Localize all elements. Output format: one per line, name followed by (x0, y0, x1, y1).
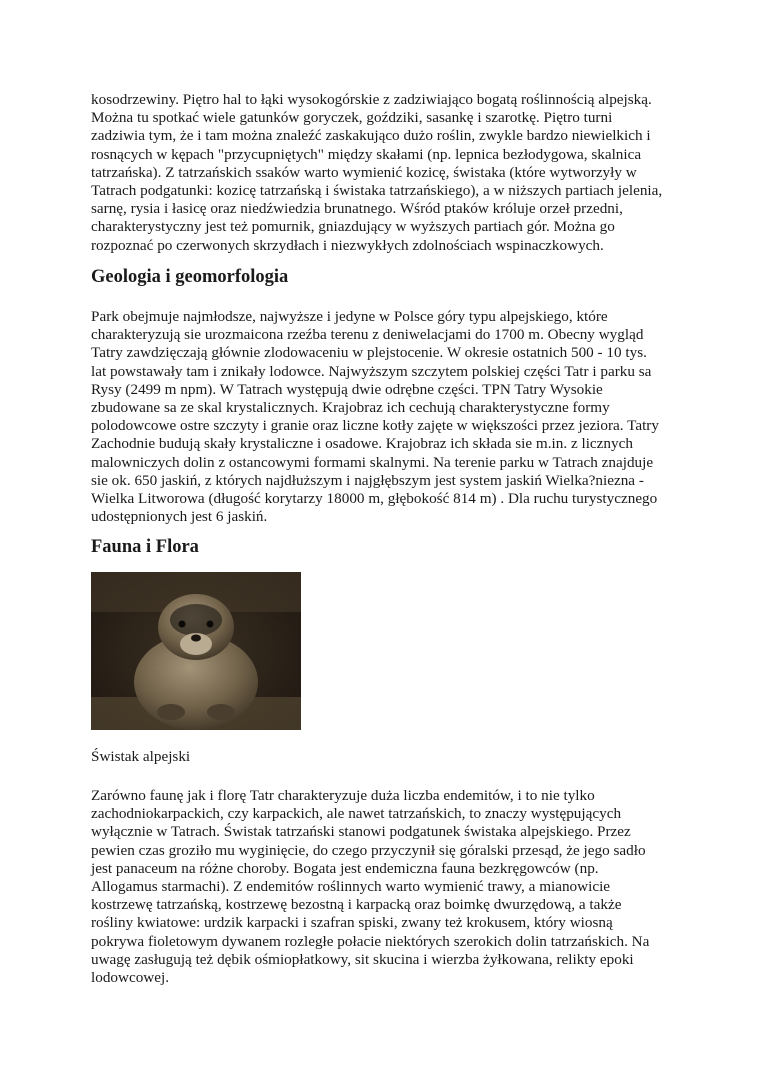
heading-geology: Geologia i geomorfologia (91, 267, 289, 287)
text-line: Tatrach podgatunki: kozicę tatrzańską i świstaka tatrzańskiego), a w niższych partiach jelenia, (91, 182, 663, 200)
text-line: wyłącznie w Tatrach. Świstak tatrzański stanowi podgatunek świstaka alpejskiego. Przez (91, 823, 631, 841)
text-line: rosnących w kępach "przycupniętych" między skałami (np. lepnica bezłodygowa, skalnica (91, 145, 642, 163)
text-line: sie ok. 650 jaskiń, z których najdłuższym i najgłębszym jest system jaskiń Wielka?niezna - (91, 471, 644, 489)
text-line: Allogamus starmachi). Z endemitów roślinnych warto wymienić trawy, a mianowicie (91, 878, 611, 896)
text-line: pewien czas groziło mu wyginięcie, do czego przyczynił się góralski przesąd, że jego sadło (91, 841, 646, 859)
text-line: zachodniokarpackich, czy karpackich, ale nawet tatrzańskich, to znaczy występujących (91, 805, 622, 823)
text-line: kosodrzewiny. Piętro hal to łąki wysokogórskie z zadziwiająco bogatą roślinnością alpejską. (91, 91, 652, 108)
text-line: zbudowane sa ze skal krystalicznych. Krajobraz ich cechują charakterystyczne formy (91, 399, 610, 417)
paragraph-geology (91, 308, 659, 526)
paragraph-endemics (91, 787, 649, 987)
text-line: charakteryzują sie urozmaicona rzeźba terenu z deniwelacjami do 1700 m. Obecny wygląd (91, 326, 644, 344)
text-line: Wielka Litworowa (długość korytarzy 18000 m, głębokość 814 m) . Dla ruchu turystycznego (91, 490, 658, 508)
text-line: Można tu spotkać wiele gatunków goryczek, goździki, sasankę i szarotkę. Piętro turni (91, 109, 613, 127)
text-line: Zarówno faunę jak i florę Tatr charakteryzuje duża liczba endemitów, i to nie tylko (91, 787, 595, 804)
text-line: malowniczych dolin z ostancowymi formami skalnymi. Na terenie parku w Tatrach znajduje (91, 453, 654, 471)
text-line: lat powstawały tam i znikały lodowce. Najwyższym szczytem polskiej części Tatr i parku sa (91, 362, 652, 380)
text-line: pokrywa fioletowym dywanem rozległe połacie niektórych szerokich dolin tatrzańskich. Na (91, 932, 650, 950)
text-line: rośliny kwiatowe: urdzik karpacki i szafran spiski, zwany też krokusem, który wiosną (91, 914, 613, 932)
text-line: charakterystyczny jest też pomurnik, gniazdujący w wyższych partiach gór. Można go (91, 218, 615, 236)
text-line: Rysy (2499 m npm). W Tatrach występują dwie odrębne części. TPN Tatry Wysokie (91, 380, 603, 398)
heading-fauna-flora: Fauna i Flora (91, 537, 199, 557)
text-line: kostrzewę tatrzańską, kostrzewę bezostną i karpacką oraz boimkę dwurzędową, a także (91, 896, 622, 914)
marmot-photo (91, 572, 301, 730)
text-line: Zachodnie budują skały krystaliczne i osadowe. Krajobraz ich składa sie m.in. z licznych (91, 435, 633, 453)
text-line: rozpoznać po czerwonych skrzydłach i niezwykłych zdolnościach wspinaczkowych. (91, 236, 604, 254)
photo-caption: Świstak alpejski (91, 748, 191, 765)
text-line: lodowcowej. (91, 969, 170, 987)
text-line: uwagę zasługują też dębik ośmiopłatkowy, sit skucina i wierzba żyłkowana, relikty epoki (91, 950, 634, 968)
text-line: Tatry zawdzięczają głównie zlodowaceniu w plejstocenie. W okresie ostatnich 500 - 10 tys. (91, 344, 647, 362)
text-line: Park obejmuje najmłodsze, najwyższe i jedyne w Polsce góry typu alpejskiego, które (91, 308, 608, 325)
text-line: tatrzańska). Z tatrzańskich ssaków warto wymienić kozicę, świstaka (które wytworzyły w (91, 163, 637, 181)
text-line: zadziwia tym, że i tam można znaleźć zaskakująco dużo roślin, zwykle bardzo niewielkich i (91, 127, 651, 145)
text-line: jest panaceum na różne choroby. Bogata jest endemiczna fauna bezkręgowców (np. (91, 859, 599, 877)
text-line: sarnę, rysia i łasicę oraz niedźwiedzia brunatnego. Wśród ptaków króluje orzeł przedni, (91, 200, 623, 218)
paragraph-vegetation-fauna (91, 91, 662, 255)
text-line: polodowcowe ostre szczyty i granie oraz liczne kotły zajęte w większości przez jeziora. Tatry (91, 417, 659, 435)
text-line: udostępnionych jest 6 jaskiń. (91, 508, 268, 526)
